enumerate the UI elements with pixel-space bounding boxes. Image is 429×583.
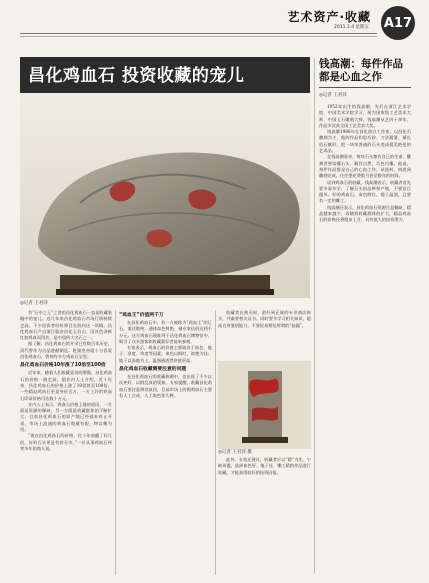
column-divider: [314, 58, 315, 573]
sidebar-rule: [319, 87, 411, 88]
bloodstone-seal-illustration: [218, 361, 311, 449]
section-subtitle: 昌化鸡血石收藏需要注意的问题: [119, 367, 187, 373]
bloodstone-carving-photo: [20, 93, 310, 298]
article-paragraph: 据了解，昌化鸡血石的开采已有数百年历史，清代曾作为贡品进献朝廷。乾隆皇帝就十分喜爱昌化鸡血石，曾刻有多方鸡血石宝玺。: [20, 341, 112, 360]
page-number-badge: A17: [381, 6, 415, 40]
section-title: 艺术资产·收藏: [287, 10, 371, 24]
sidebar-paragraph: 钱高潮1986年在昌化创办工作室，以昌化石雕刻为主，他的作品构思巧妙、刀法精湛，擅长依石赋形，把一块块普通的石头变成精美绝伦的艺术品。: [319, 129, 411, 154]
issue-date: 2011.3.4 星期五: [334, 25, 369, 30]
article-column-3-top: [218, 310, 311, 360]
article-column-1: [20, 310, 112, 575]
sidebar-byline: ◎记者 王君萍: [319, 93, 347, 98]
page-header: [0, 0, 429, 44]
article-paragraph: 业内人士表示，鸡血石价格上涨的原因，一方面是资源的稀缺，另一方面是收藏群体的不断扩大。目前昌化鸡血石的原产地已经基本停止开采，市场上流通的鸡血石数量有限，物以稀为贵。: [20, 401, 112, 433]
photo-caption: ◎记者 王君萍: [20, 301, 48, 306]
sidebar-paragraph: 1952年出生的钱高潮，先后在浙江艺术学院、中国美术学院学习，现为国家级工艺美术大师、中国玉石雕刻大师，钱高潮从艺四十余年，作品多次获全国工艺美术大奖。: [319, 104, 411, 128]
column-divider: [115, 310, 116, 575]
article-paragraph: “现在昌化鸡血石的价格，比十年前翻了好几倍，好的石头更是有价无市。”一位从事鸡血石经营多年的商人说。: [20, 433, 112, 451]
article-paragraph: 在昌化鸡血石中，有一方被称为“鸡血王”的巨石，重达数吨，通体血色鲜艳，被专家估价达两千万元。这方鸡血石现陈列于昌化鸡血石博物馆中，吸引了众多游客和收藏爱好者前来参观。: [119, 320, 212, 344]
sidebar-paragraph: 钱高潮还表示，昌化鸡血石资源日益稀缺，精品越来越少，而随着收藏群体的扩大，精品鸡血石的价格还将稳步上升，具有很大的投资潜力。: [319, 204, 411, 223]
bloodstone-seal-photo: [218, 361, 311, 449]
article-paragraph: 近年来，随着人们收藏意识的增强，昌化鸡血石的价格一路走高。据业内人士介绍，近十年来，昌化鸡血石的价格上涨了10倍甚至100倍，一些精品鸡血石更是身价百万，一方上好的鸡血石印章价格可达数十万元。: [20, 370, 112, 401]
article-paragraph: 收藏者在购买时，最好到正规的专业商店购买，并索要相关证书。同时要多学习相关知识，提高自身鉴别能力，不要轻易相信所谓的“捡漏”。: [218, 310, 311, 328]
section-subtitle: 昌化鸡血石价格10年涨了10倍至100倍: [20, 363, 106, 369]
bloodstone-carving-illustration: [20, 93, 310, 298]
seal-photo-caption: ◎记者 王君萍 摄: [218, 450, 252, 455]
article-column-2: [119, 310, 212, 575]
article-paragraph: 在昌化鸡血石的收藏热潮中，也出现了不少以次充好、以假乱真的现象。专家提醒，收藏昌化鸡血石要注意辨别真伪，目前市场上的假鸡血石主要有人工合成、人工染色等几种。: [119, 374, 212, 398]
article-column-3-bottom: [218, 457, 311, 575]
sidebar-body: [319, 104, 411, 574]
sidebar-title: 钱高潮：每件作品都是心血之作: [319, 58, 403, 83]
header-rule: [20, 33, 377, 34]
interview-sidebar: [319, 58, 411, 98]
sidebar-paragraph: 谈到鸡血石的收藏，钱高潮表示，收藏者首先要多看多学，了解石头的品种和产地，不要盲目跟风。好的鸡血石，血色鲜红，地子温润，且要有一定的雕工。: [319, 179, 411, 204]
article-paragraph: 专家表示，鸡血石的价值主要取决于血色、地子、净度、块度等因素。血色以鲜红、浓艳为佳；地子以冻地为上，温润通透者价值更高。: [119, 345, 212, 363]
column-divider: [215, 310, 216, 575]
headline: 昌化鸡血石 投资收藏的宠儿: [28, 66, 245, 86]
header-rule-thin: [20, 36, 377, 37]
section-subtitle: “鸡血王”价值两千万: [119, 313, 164, 318]
article-paragraph: 有“石中之王”之誉的昌化鸡血石一直是收藏家眼中的宠儿。近几年来昌化鸡血石市场行情持续走高，不少投资者纷纷将目光投向这一领域。昌化鸡血石产自浙江临安昌化玉岩山，因其色泽鲜红如鸡血而得名，是中国四大名石之一。: [20, 310, 112, 341]
sidebar-paragraph: 在钱高潮看来，每块石头都有自己的生命，雕刻者要读懂石头，顺其自然，巧色巧雕。他说，每件作品都是自己的心血之作，从选料、构思到雕刻完成，往往要花费数月甚至数年的时间。: [319, 154, 411, 179]
article-paragraph: 此外，专家还建议，收藏者应以“精”为先，宁缺毋滥，选择血色好、地子佳、雕工精的作品进行收藏，才能获得较好的投资回报。: [218, 457, 311, 475]
